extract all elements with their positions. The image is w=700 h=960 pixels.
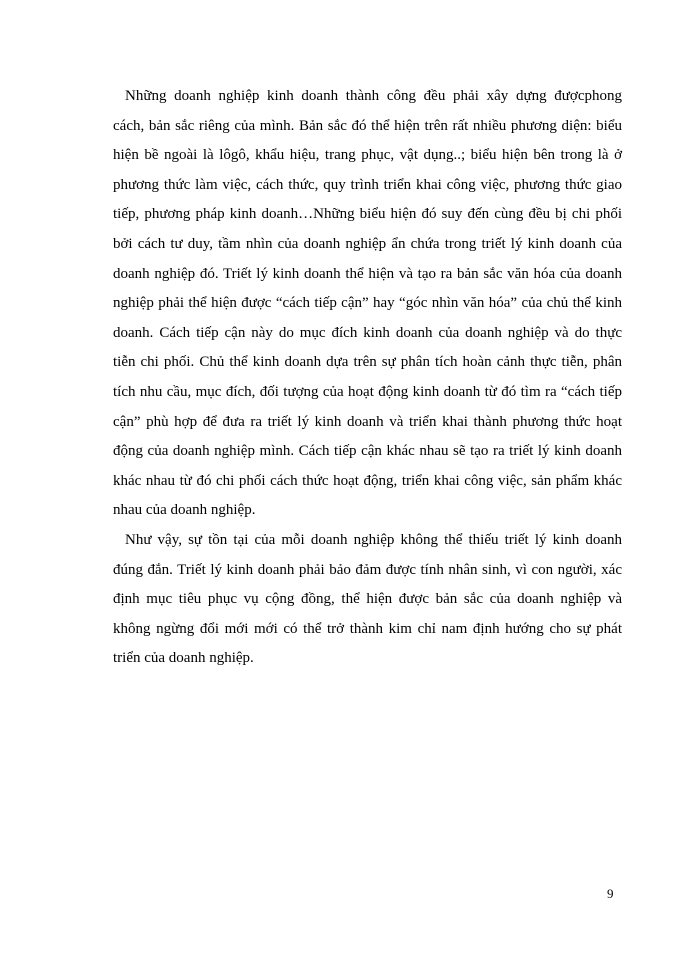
paragraph-line: động của doanh nghiệp mình. Cách tiếp cận khác nhau sẽ tạo ra triết lý kinh doanh xyxy=(113,443,622,460)
paragraph-line: tiếp, phương pháp kinh doanh…Những biểu hiện đó suy đến cùng đều bị chi phối xyxy=(113,206,622,223)
paragraph-line: cách, bản sắc riêng của mình. Bản sắc đó thể hiện trên rất nhiều phương diện: biểu xyxy=(113,117,622,134)
paragraph-line: hiện bề ngoài là lôgô, khẩu hiệu, trang phục, vật dụng..; biểu hiện bên trong là ở xyxy=(113,147,622,164)
paragraph-line: đúng đắn. Triết lý kinh doanh phải bảo đảm được tính nhân sinh, vì con người, xác xyxy=(113,561,622,578)
paragraph-line: Như vậy, sự tồn tại của mỗi doanh nghiệp không thể thiếu triết lý kinh doanh xyxy=(125,531,622,548)
paragraph-line: doanh nghiệp đó. Triết lý kinh doanh thể hiện và tạo ra bản sắc văn hóa của doanh xyxy=(113,265,622,282)
paragraph-line: khác nhau từ đó chi phối cách thức hoạt động, triển khai công việc, sản phẩm khác xyxy=(113,472,622,489)
page-number: 9 xyxy=(607,886,614,901)
document-body xyxy=(113,82,622,674)
paragraph-line: nhau của doanh nghiệp. xyxy=(113,502,256,519)
paragraph-line: phương thức làm việc, cách thức, quy trình triển khai công việc, phương thức giao xyxy=(113,176,622,193)
paragraph-2 xyxy=(113,526,622,674)
paragraph-line: nghiệp phải thể hiện được “cách tiếp cận” hay “góc nhìn văn hóa” của chủ thể kinh xyxy=(113,295,622,312)
paragraph-line: Những doanh nghiệp kinh doanh thành công đều phải xây dựng đượcphong xyxy=(125,88,622,104)
paragraph-line: doanh. Cách tiếp cận này do mục đích kinh doanh của doanh nghiệp và do thực xyxy=(113,324,622,341)
paragraph-line: triển của doanh nghiệp. xyxy=(113,650,254,667)
paragraph-1 xyxy=(113,82,622,526)
paragraph-line: tiễn chi phối. Chủ thể kinh doanh dựa trên sự phân tích hoàn cảnh thực tiễn, phân xyxy=(113,354,622,371)
paragraph-line: không ngừng đổi mới mới có thể trở thành kim chỉ nam định hướng cho sự phát xyxy=(113,620,622,637)
paragraph-line: bởi cách tư duy, tầm nhìn của doanh nghiệp ẩn chứa trong triết lý kinh doanh của xyxy=(113,235,622,252)
paragraph-line: tích nhu cầu, mục đích, đối tượng của hoạt động kinh doanh từ đó tìm ra “cách tiếp xyxy=(113,383,622,400)
paragraph-line: định mục tiêu phục vụ cộng đồng, thể hiện được bản sắc của doanh nghiệp và xyxy=(113,591,622,608)
paragraph-line: cận” phù hợp để đưa ra triết lý kinh doanh và triển khai thành phương thức hoạt xyxy=(113,413,622,430)
